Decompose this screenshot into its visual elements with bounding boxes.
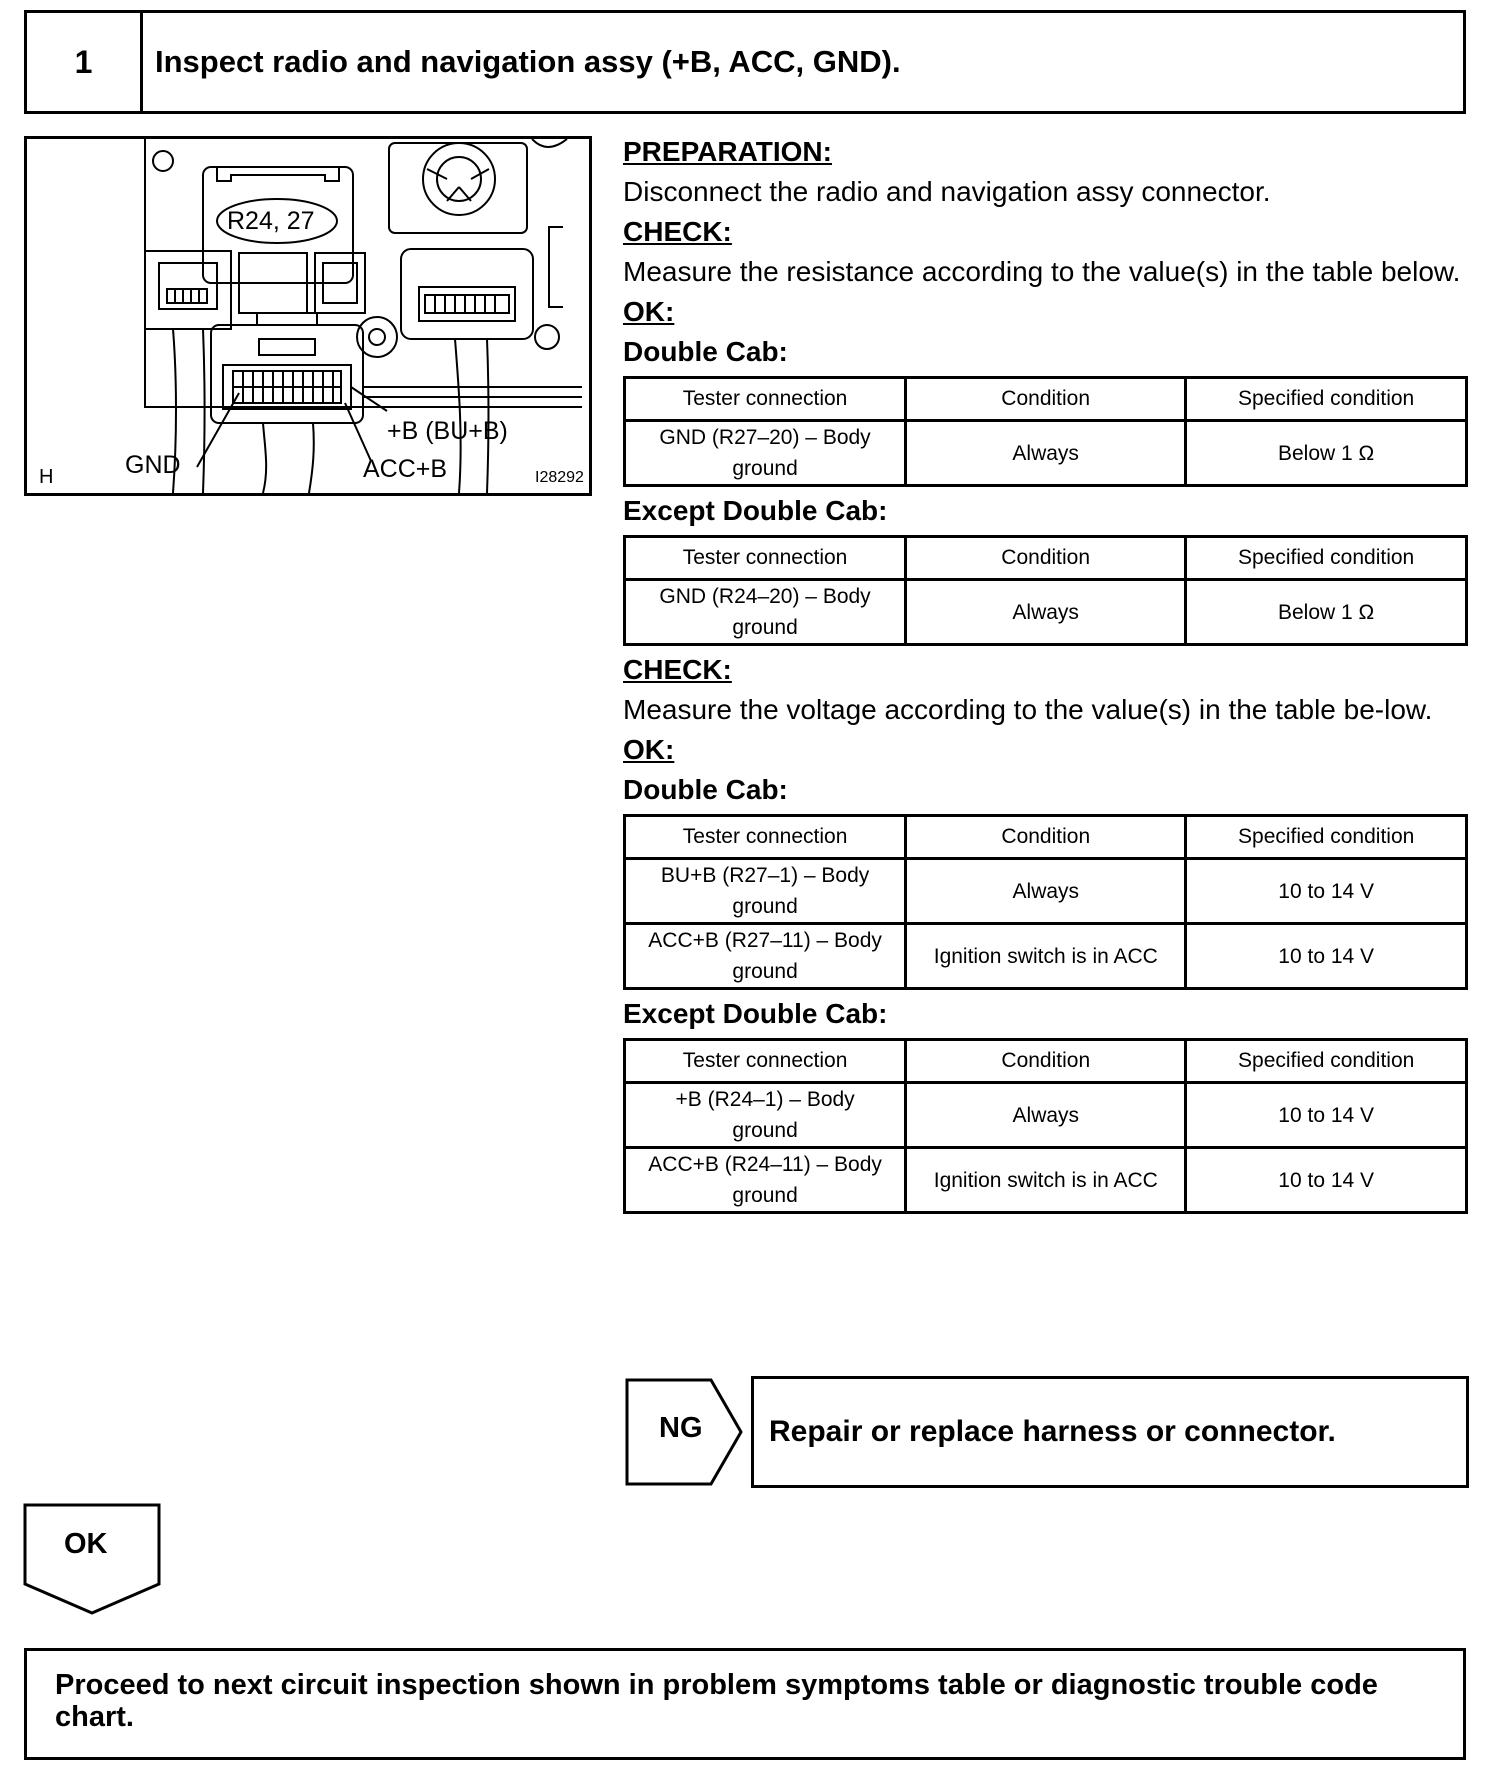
acc-pin-label: ACC+B bbox=[363, 455, 448, 483]
check-voltage-heading: CHECK: bbox=[623, 654, 732, 685]
bottom-connector-tab bbox=[259, 339, 315, 355]
tester-connection-cell: GND (R27–20) – Body ground bbox=[625, 421, 906, 486]
ng-action-text: Repair or replace harness or connector. bbox=[769, 1415, 1336, 1448]
voltage-double-cab-table bbox=[623, 814, 1468, 990]
side-bracket bbox=[549, 227, 563, 307]
figure-id: I28292 bbox=[535, 469, 584, 486]
tester-connection-cell: ACC+B (R24–11) – Body ground bbox=[625, 1148, 906, 1213]
check-voltage-text: Measure the voltage according to the value(s) in the table be-low. bbox=[623, 694, 1433, 725]
header-condition: Condition bbox=[906, 537, 1186, 580]
voltage-except-double-cab-table bbox=[623, 1038, 1468, 1214]
bottom-connector-latch bbox=[257, 313, 317, 325]
resistance-except-double-cab-table bbox=[623, 535, 1468, 646]
specified-condition-cell: 10 to 14 V bbox=[1186, 1148, 1467, 1213]
ng-label: NG bbox=[659, 1412, 703, 1444]
left-connector-pins bbox=[167, 289, 207, 303]
table-row bbox=[625, 924, 1467, 989]
condition-cell: Always bbox=[906, 580, 1186, 645]
header-specified-condition: Specified condition bbox=[1186, 1040, 1467, 1083]
preparation-heading: PREPARATION: bbox=[623, 136, 832, 167]
table-row bbox=[625, 1148, 1467, 1213]
header-condition: Condition bbox=[906, 816, 1186, 859]
step-number: 1 bbox=[27, 13, 143, 111]
figure-corner-letter: H bbox=[39, 466, 54, 488]
header-specified-condition: Specified condition bbox=[1186, 537, 1467, 580]
preparation-text: Disconnect the radio and navigation assy connector. bbox=[623, 176, 1271, 207]
specified-condition-cell: 10 to 14 V bbox=[1186, 859, 1467, 924]
right-screw bbox=[535, 325, 559, 349]
resistance-double-cab-heading: Double Cab: bbox=[623, 336, 788, 367]
table-header-row bbox=[625, 378, 1467, 421]
header-condition: Condition bbox=[906, 1040, 1186, 1083]
ng-action-box bbox=[751, 1376, 1469, 1488]
specified-condition-cell: 10 to 14 V bbox=[1186, 1083, 1467, 1148]
right-wire-harness bbox=[455, 339, 489, 493]
header-specified-condition: Specified condition bbox=[1186, 378, 1467, 421]
specified-condition-cell: Below 1 Ω bbox=[1186, 421, 1467, 486]
panel-screw bbox=[153, 151, 173, 171]
connector-illustration bbox=[24, 136, 592, 496]
inspection-content bbox=[623, 132, 1471, 1218]
final-instruction-text: Proceed to next circuit inspection shown in problem symptoms table or diagnostic trouble code chart. bbox=[55, 1669, 1378, 1733]
ok-label: OK bbox=[64, 1528, 108, 1560]
step-title: Inspect radio and navigation assy (+B, ACC, GND). bbox=[155, 44, 901, 79]
header-tester-connection: Tester connection bbox=[625, 1040, 906, 1083]
voltage-except-double-cab-heading: Except Double Cab: bbox=[623, 998, 888, 1029]
table-row bbox=[625, 580, 1467, 645]
tester-connection-cell: ACC+B (R27–11) – Body ground bbox=[625, 924, 906, 989]
resistance-except-double-cab-heading: Except Double Cab: bbox=[623, 495, 888, 526]
bottom-wire-harness bbox=[263, 423, 314, 493]
voltage-double-cab-heading: Double Cab: bbox=[623, 774, 788, 805]
check-resistance-heading: CHECK: bbox=[623, 216, 732, 247]
condition-cell: Always bbox=[906, 859, 1186, 924]
acc-leader-line bbox=[345, 403, 371, 461]
ok-resistance-heading: OK: bbox=[623, 296, 675, 327]
header-tester-connection: Tester connection bbox=[625, 378, 906, 421]
fan-outer-ring bbox=[423, 143, 495, 215]
header-tester-connection: Tester connection bbox=[625, 537, 906, 580]
bub-pin-label: +B (BU+B) bbox=[387, 417, 508, 445]
gnd-pin-label: GND bbox=[125, 451, 181, 479]
panel-rail bbox=[363, 387, 582, 397]
condition-cell: Ignition switch is in ACC bbox=[906, 924, 1186, 989]
table-row bbox=[625, 859, 1467, 924]
ok-voltage-heading: OK: bbox=[623, 734, 675, 765]
check-resistance-text: Measure the resistance according to the value(s) in the table below. bbox=[623, 256, 1461, 287]
step-header bbox=[24, 10, 1466, 114]
table-row bbox=[625, 421, 1467, 486]
resistance-double-cab-table bbox=[623, 376, 1468, 487]
panel-notch bbox=[532, 139, 567, 147]
table-row bbox=[625, 1083, 1467, 1148]
header-tester-connection: Tester connection bbox=[625, 816, 906, 859]
mount-hole bbox=[369, 329, 385, 345]
bottom-connector-pins bbox=[233, 371, 341, 403]
tester-connection-cell: +B (R24–1) – Body ground bbox=[625, 1083, 906, 1148]
gnd-leader-line bbox=[197, 393, 239, 467]
header-condition: Condition bbox=[906, 378, 1186, 421]
header-specified-condition: Specified condition bbox=[1186, 816, 1467, 859]
condition-cell: Always bbox=[906, 421, 1186, 486]
table-header-row bbox=[625, 1040, 1467, 1083]
final-instruction-box bbox=[24, 1648, 1466, 1760]
fan-hub bbox=[437, 157, 481, 201]
table-header-row bbox=[625, 816, 1467, 859]
right-connector-pins bbox=[425, 295, 509, 313]
connector-code-label: R24, 27 bbox=[227, 207, 315, 235]
condition-cell: Ignition switch is in ACC bbox=[906, 1148, 1186, 1213]
condition-cell: Always bbox=[906, 1083, 1186, 1148]
connector-latch bbox=[217, 167, 339, 181]
tester-connection-cell: BU+B (R27–1) – Body ground bbox=[625, 859, 906, 924]
specified-condition-cell: 10 to 14 V bbox=[1186, 924, 1467, 989]
tester-connection-cell: GND (R24–20) – Body ground bbox=[625, 580, 906, 645]
ng-result bbox=[623, 1376, 1469, 1488]
ok-result bbox=[22, 1502, 162, 1616]
right-connector-face bbox=[419, 287, 515, 321]
table-header-row bbox=[625, 537, 1467, 580]
specified-condition-cell: Below 1 Ω bbox=[1186, 580, 1467, 645]
